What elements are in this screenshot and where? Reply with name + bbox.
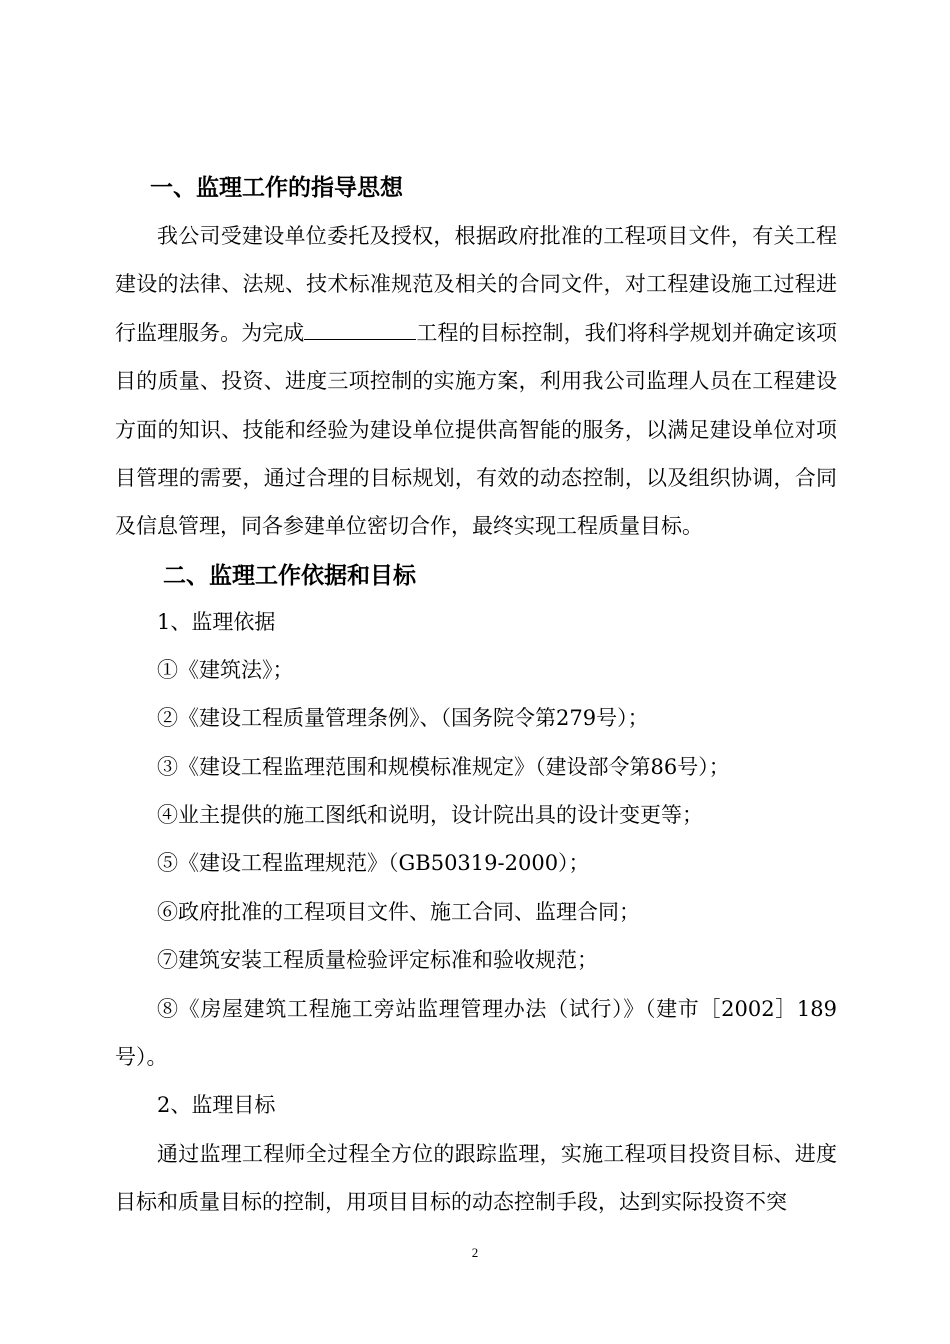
section-2-heading: 二、监理工作依据和目标	[163, 563, 416, 589]
basis-item-3: ③《建设工程监理范围和规模标准规定》（建设部令第86号）；	[157, 755, 730, 779]
basis-item-7: ⑦建筑安装工程质量检验评定标准和验收规范；	[157, 948, 598, 972]
basis-item-4: ④业主提供的施工图纸和说明，设计院出具的设计变更等；	[157, 803, 703, 827]
basis-item-1: ①《建筑法》；	[157, 658, 294, 682]
basis-item-8: ⑧《房屋建筑工程施工旁站监理管理办法（试行）》（建市［2002］189号）。	[115, 997, 837, 1070]
basis-item-5: ⑤《建设工程监理规范》（GB50319-2000）；	[157, 851, 590, 875]
basis-item-2: ②《建设工程质量管理条例》、（国务院令第279号）；	[157, 706, 649, 730]
section-1-paragraph	[115, 212, 837, 551]
page-number: 2	[471, 1245, 479, 1260]
basis-subtitle: 1、监理依据	[157, 610, 276, 634]
target-paragraph: 通过监理工程师全过程全方位的跟踪监理，实施工程项目投资目标、进度目标和质量目标的控制，用项目目标的动态控制手段，达到实际投资不突	[115, 1142, 837, 1215]
paragraph-text-before-blank: 我公司受建设单位委托及授权，根据政府批准的工程项目文件，有关工程建设的法律、法规、技术标准规范及相关的合同文件，对工程建设施工过程进行监理服务。为完成	[115, 224, 837, 345]
paragraph-text-after-blank: 工程的目标控制，我们将科学规划并确定该项目的质量、投资、进度三项控制的实施方案，利用我公司监理人员在工程建设方面的知识、技能和经验为建设单位提供高智能的服务，以满足建设单位对项目管理的需要，通过合理的目标规划，有效的动态控制，以及组织协调，合同及信息管理，同各参建单位密切合作，最终实现工程质量目标。	[115, 320, 838, 539]
fill-in-blank	[304, 338, 416, 340]
basis-item-6: ⑥政府批准的工程项目文件、施工合同、监理合同；	[157, 900, 640, 924]
target-subtitle: 2、监理目标	[157, 1093, 276, 1117]
section-1-heading: 一、监理工作的指导思想	[150, 175, 403, 201]
